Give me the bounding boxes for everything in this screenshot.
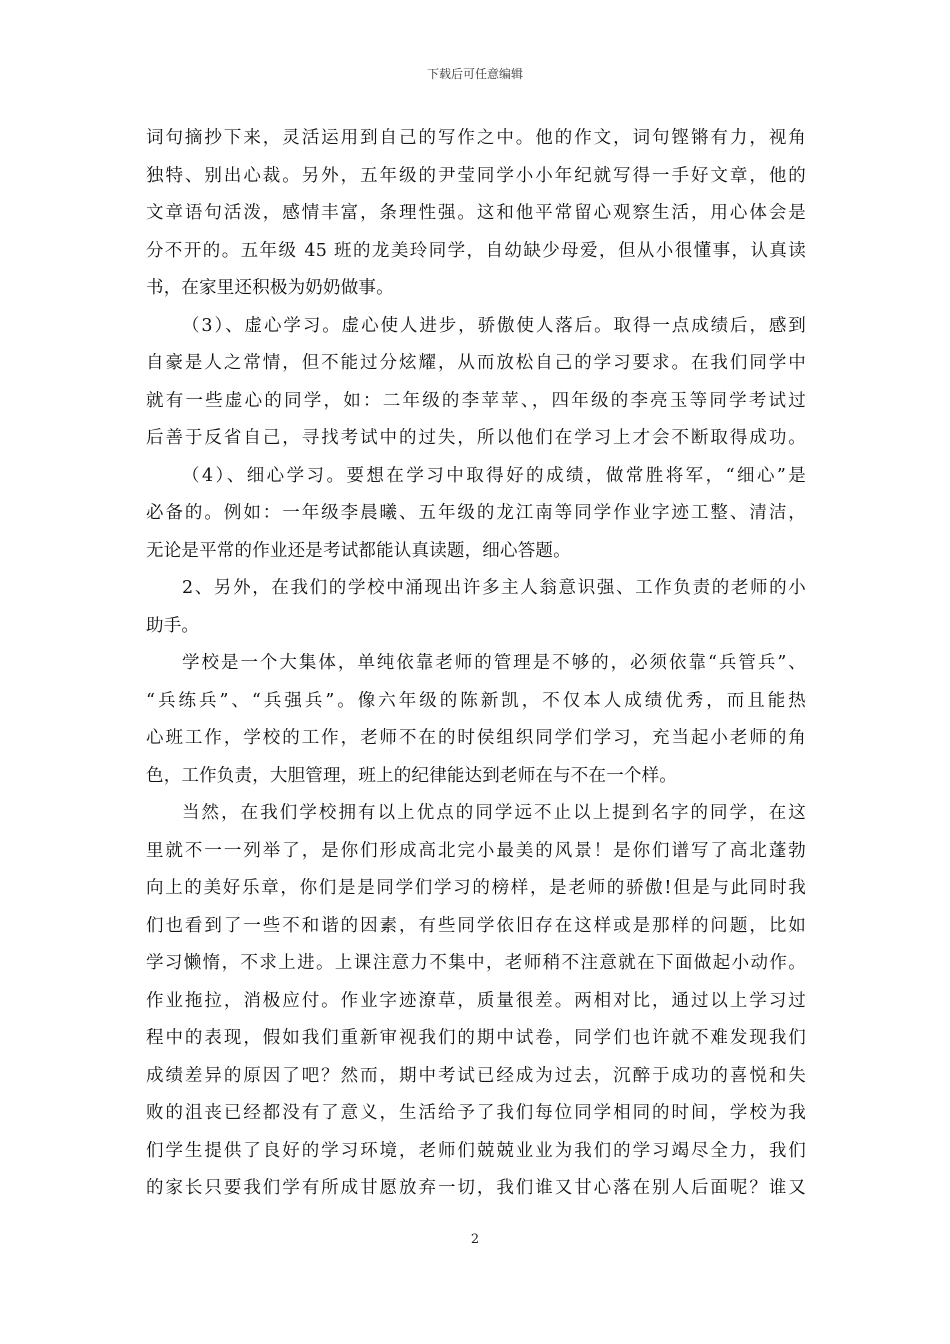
text-line: 词句摘抄下来，灵活运用到自己的写作之中。他的作文，词句铿锵有力，视角: [146, 128, 806, 148]
page-number: 2: [470, 1232, 480, 1247]
text-line: 独特、别出心裁。另外，五年级的尹莹同学小小年纪就写得一手好文章，他的: [146, 165, 806, 186]
text-line: 助手。: [146, 615, 200, 636]
text-line: 们也看到了一些不和谐的因素，有些同学依旧存在这样或是那样的问题，比如: [146, 915, 806, 936]
text-line: 就有一些虚心的同学，如：二年级的李苹苹、，四年级的李亮玉等同学考试过: [146, 390, 806, 411]
paragraph-start-line: 2、另外，在我们的学校中涌现出许多主人翁意识强、工作负责的老师的小: [182, 578, 806, 598]
text-line: 程中的表现，假如我们重新审视我们的期中试卷，同学们也许就不难发现我们: [146, 1028, 806, 1048]
text-line: 书，在家里还积极为奶奶做事。: [146, 278, 394, 298]
text-line: 分不开的。五年级 45 班的龙美玲同学，自幼缺少母爱，但从小很懂事，认真读: [146, 240, 806, 261]
text-line: 无论是平常的作业还是考试都能认真读题，细心答题。: [146, 540, 571, 561]
document-body: [146, 120, 806, 1208]
paragraph-start-line: （3）、虚心学习。虚心使人进步，骄傲使人落后。取得一点成绩后，感到: [182, 315, 806, 336]
text-line: 里就不一一列举了，是你们形成高北完小最美的风景！是你们谱写了高北蓬勃: [146, 840, 806, 861]
text-line: 必备的。例如：一年级李晨曦、五年级的龙江南等同学作业字迹工整、清洁，: [146, 503, 806, 523]
paragraph-start-line: （4）、细心学习。要想在学习中取得好的成绩，做常胜将军，“细心”是: [182, 465, 806, 486]
page-header: 下载后可任意编辑: [426, 67, 523, 81]
text-line: 们学生提供了良好的学习环境，老师们兢兢业业为我们的学习竭尽全力，我们: [146, 1140, 806, 1161]
text-line: 色，工作负责，大胆管理，班上的纪律能达到老师在与不在一个样。: [146, 765, 677, 786]
text-line: 心班工作，学校的工作，老师不在的时侯组织同学们学习，充当起小老师的角: [146, 728, 806, 748]
text-line: 后善于反省自己，寻找考试中的过失，所以他们在学习上才会不断取得成功。: [146, 428, 806, 448]
text-line: 学习懒惰，不求上进。上课注意力不集中，老师稍不注意就在下面做起小动作。: [146, 953, 806, 973]
text-line: 向上的美好乐章，你们是是同学们学习的榜样，是老师的骄傲!但是与此同时我: [146, 878, 806, 898]
text-line: 自豪是人之常情，但不能过分炫耀，从而放松自己的学习要求。在我们同学中: [146, 353, 806, 373]
text-line: 的家长只要我们学有所成甘愿放弃一切，我们谁又甘心落在别人后面呢？谁又: [146, 1178, 806, 1198]
text-line: 成绩差异的原因了吧？然而，期中考试已经成为过去，沉醉于成功的喜悦和失: [146, 1065, 806, 1086]
paragraph-start-line: 学校是一个大集体，单纯依靠老师的管理是不够的，必须依靠“兵管兵”、: [182, 653, 806, 673]
paragraph-start-line: 当然，在我们学校拥有以上优点的同学远不止以上提到名字的同学，在这: [182, 803, 806, 823]
text-line: 败的沮丧已经都没有了意义，生活给予了我们每位同学相同的时间，学校为我: [146, 1103, 806, 1123]
text-line: 作业拖拉，消极应付。作业字迹潦草，质量很差。两相对比，通过以上学习过: [146, 990, 806, 1011]
text-line: “兵练兵”、“兵强兵”。像六年级的陈新凯，不仅本人成绩优秀，而且能热: [146, 690, 806, 711]
text-line: 文章语句活泼，感情丰富，条理性强。这和他平常留心观察生活，用心体会是: [146, 203, 806, 223]
